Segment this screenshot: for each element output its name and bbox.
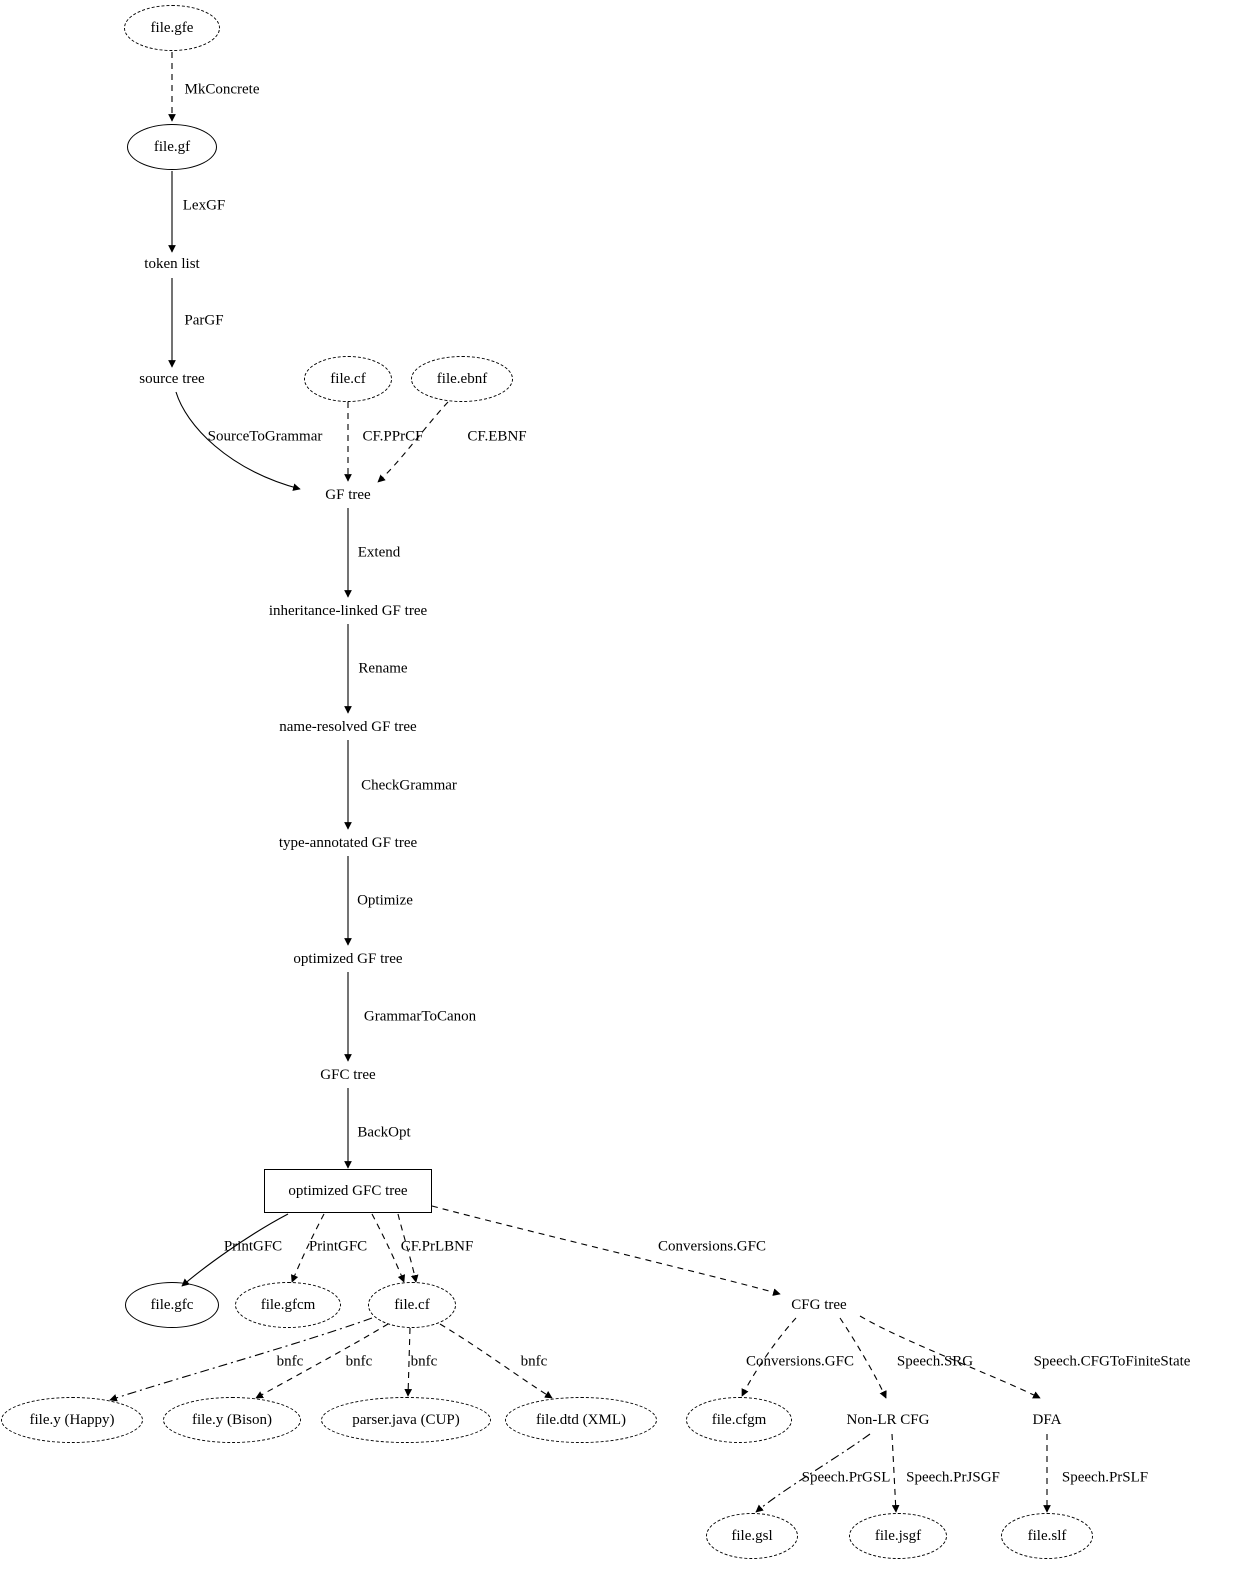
node-file_ebnf: file.ebnf [411,356,513,402]
edge-label-file_cf_mid-to-file_y_happy: bnfc [276,1353,304,1370]
edge-opt_gfc_tree-to-file_cf_mid [372,1214,404,1282]
node-file_y_happy: file.y (Happy) [1,1397,143,1443]
node-token_list: token list [144,255,200,272]
node-file_cf_top: file.cf [304,356,392,402]
edge-label-non_lr_cfg-to-file_gsl: Speech.PrGSL [801,1469,891,1486]
edge-label-file_cf_mid-to-file_y_bison: bnfc [345,1353,373,1370]
node-type_tree: type-annotated GF tree [278,834,418,851]
node-file_cf_mid: file.cf [368,1282,456,1328]
node-file_gf: file.gf [127,124,217,170]
edge-label-file_gfe-to-file_gf: MkConcrete [184,81,260,98]
node-file_jsgf: file.jsgf [849,1513,947,1559]
edge-label-cfg_tree-to-non_lr_cfg: Speech.SRG [896,1353,974,1370]
node-file_gfe: file.gfe [124,5,220,51]
edge-label-source_tree-to-gf_tree: SourceToGrammar [207,428,323,445]
edge-label-opt_tree-to-gfc_tree: GrammarToCanon [363,1008,477,1025]
node-file_dtd_xml: file.dtd (XML) [505,1397,657,1443]
edge-label-file_ebnf-to-gf_tree: CF.EBNF [467,428,527,445]
node-parser_java_cup: parser.java (CUP) [321,1397,491,1443]
node-inh_tree: inheritance-linked GF tree [268,602,428,619]
node-gfc_tree: GFC tree [320,1066,376,1083]
edge-label-name_tree-to-type_tree: CheckGrammar [361,777,457,794]
node-name_tree: name-resolved GF tree [279,718,417,735]
node-file_y_bison: file.y (Bison) [163,1397,301,1443]
node-file_cfgm: file.cfgm [686,1397,792,1443]
edge-file_cf_mid-to-file_y_happy [110,1318,372,1400]
edge-label-dfa-to-file_slf: Speech.PrSLF [1061,1469,1149,1486]
node-file_gfc: file.gfc [125,1282,219,1328]
edge-label-inh_tree-to-name_tree: Rename [358,660,408,677]
edge-label-opt_gfc_tree-to-file_cf_mid: CF.PrLBNF [400,1238,474,1255]
edge-non_lr_cfg-to-file_jsgf [892,1434,896,1512]
edge-label-non_lr_cfg-to-file_jsgf: Speech.PrJSGF [906,1469,1000,1486]
edge-label-opt_gfc_tree-to-cfg_tree: Conversions.GFC [658,1238,766,1255]
node-source_tree: source tree [139,370,205,387]
node-opt_tree: optimized GF tree [293,950,403,967]
edge-label-opt_gfc_tree-to-file_gfcm: PrintGFC [223,1238,283,1255]
edge-label-gfc_tree-to-opt_gfc_tree: BackOpt [357,1124,411,1141]
edge-label-cfg_tree-to-file_cfgm: Conversions.GFC [746,1353,854,1370]
node-dfa: DFA [1032,1411,1062,1428]
edge-label-token_list-to-source_tree: ParGF [184,312,224,329]
node-file_gsl: file.gsl [706,1513,798,1559]
node-non_lr_cfg: Non-LR CFG [846,1411,930,1428]
node-file_gfcm: file.gfcm [235,1282,341,1328]
node-cfg_tree: CFG tree [791,1296,847,1313]
edge-label-file_cf_top-to-gf_tree: CF.PPrCF [362,428,424,445]
node-opt_gfc_tree: optimized GFC tree [264,1169,432,1213]
node-gf_tree: GF tree [325,486,371,503]
edge-label-cfg_tree-to-dfa: Speech.CFGToFiniteState [1033,1353,1191,1370]
edge-label-gf_tree-to-inh_tree: Extend [357,544,401,561]
edge-label-opt_gfc_tree-to-file_cf_mid: PrintGFC [308,1238,368,1255]
node-file_slf: file.slf [1001,1513,1093,1559]
edge-label-file_cf_mid-to-file_dtd_xml: bnfc [520,1353,548,1370]
edge-label-file_cf_mid-to-parser_java_cup: bnfc [410,1353,438,1370]
edge-label-type_tree-to-opt_tree: Optimize [357,892,413,909]
edge-label-file_gf-to-token_list: LexGF [182,197,226,214]
